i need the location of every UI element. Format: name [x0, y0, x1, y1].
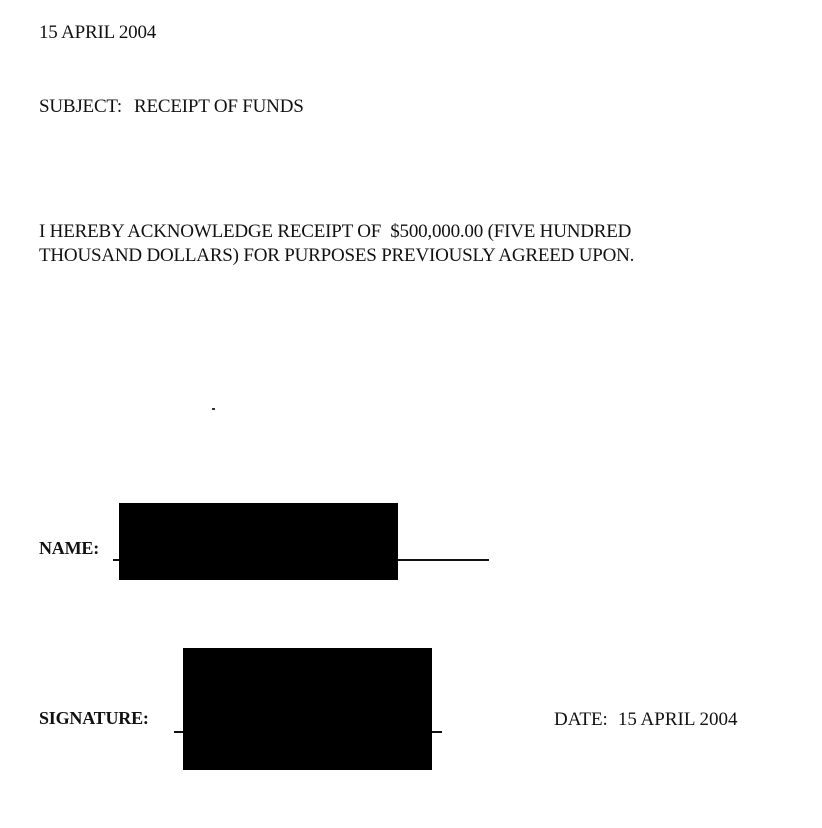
name-label: NAME: [39, 538, 99, 558]
date-value: 15 APRIL 2004 [617, 709, 738, 730]
name-redaction-box [119, 503, 398, 580]
subject-text: RECEIPT OF FUNDS [133, 96, 304, 117]
acknowledgement-paragraph [39, 220, 779, 268]
signature-redaction-box [183, 648, 432, 770]
scan-speck [212, 408, 215, 410]
subject-line [39, 96, 304, 118]
acknowledgement-line-2: THOUSAND DOLLARS) FOR PURPOSES PREVIOUSLY AGREED UPON. [39, 245, 635, 266]
header-date: 15 APRIL 2004 [39, 22, 157, 43]
date-label: DATE: [554, 709, 608, 730]
signature-date-field [554, 709, 737, 731]
subject-label: SUBJECT: [39, 96, 122, 117]
signature-label: SIGNATURE: [39, 708, 149, 728]
acknowledgement-line-1: I HEREBY ACKNOWLEDGE RECEIPT OF $500,000.00 (FIVE HUNDRED [39, 221, 632, 242]
